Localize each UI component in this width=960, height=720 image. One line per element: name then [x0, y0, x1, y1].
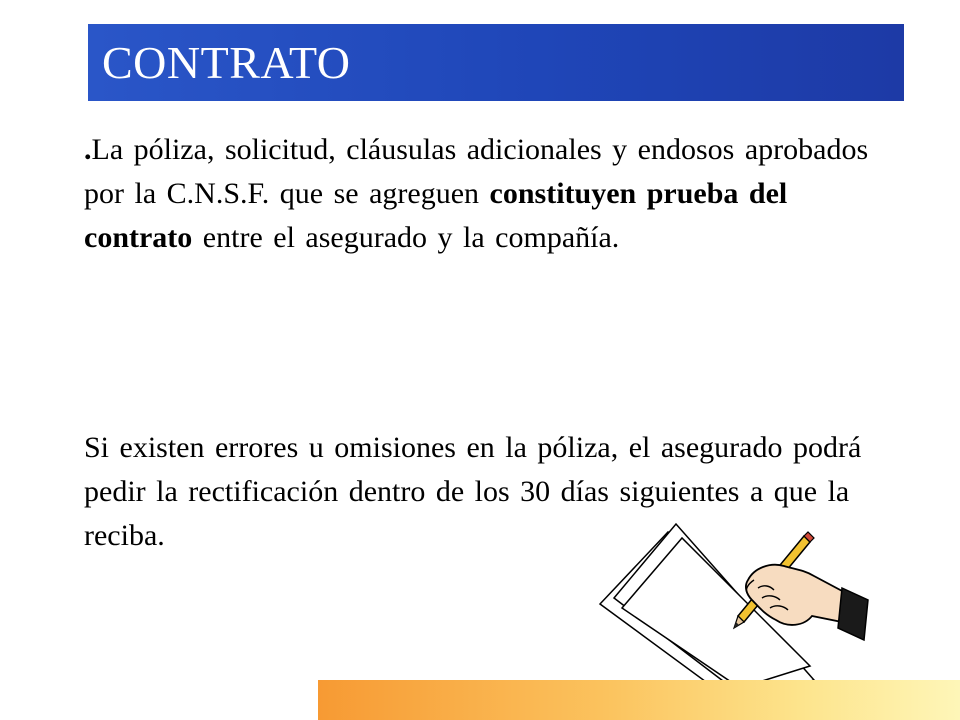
paragraph-contract-proof [84, 128, 884, 260]
paragraph1-text-b: entre el asegurado y la compañía. [192, 221, 620, 254]
paragraph1-text-a: La póliza, solicitud, cláusulas adicionales y endosos aprobados por la C.N.S.F. que se agreguen [84, 133, 869, 210]
hand-writing-pencil-icon [598, 516, 878, 706]
slide-title: CONTRATO [102, 37, 351, 88]
paragraph-rectification: Si existen errores u omisiones en la póliza, el asegurado podrá pedir la rectificación dentro de los 30 días siguientes a que la reciba. [84, 431, 862, 552]
title-bar [88, 24, 904, 101]
bullet-dot: . [84, 133, 92, 166]
bottom-accent-bar [318, 680, 960, 720]
paragraph1-emphasis: constituyen prueba del contrato [84, 177, 788, 254]
